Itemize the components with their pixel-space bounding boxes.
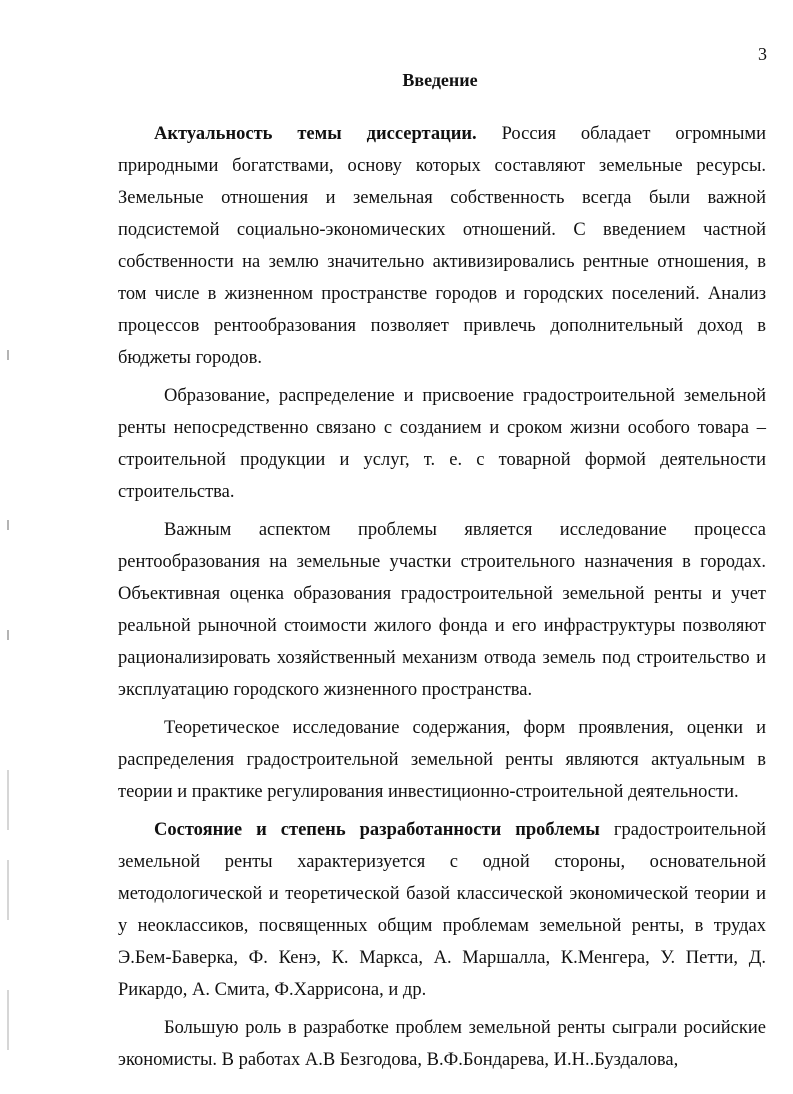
paragraph-lead: Состояние и степень разработанности проблемы xyxy=(154,820,600,840)
paragraph xyxy=(118,712,766,808)
paragraph xyxy=(118,380,766,508)
paragraph-lead: Актуальность темы диссертации. xyxy=(154,124,477,144)
page-title: Введение xyxy=(402,70,478,90)
scan-mark xyxy=(7,990,9,1050)
paragraph-text: Теоретическое исследование содержания, форм проявления, оценки и распределения градостроительной земельной ренты являются актуальным в теории и практике регулирования инвестиционно-строительной деятельности. xyxy=(118,718,766,802)
paragraph-text: градостроительной земельной ренты характеризуется с одной стороны, основательной методологической и теоретической базой классической экономической теории и у неоклассиков, посвященных общим проблемам земельной ренты, в трудах Э.Бем-Баверка, Ф. Кенэ, К. Маркса, А. Маршалла, К.Менгера, У. Петти, Д. Рикардо, А. Смита, Ф.Харрисона, и др. xyxy=(118,820,766,1000)
paragraph xyxy=(118,514,766,706)
scan-mark xyxy=(7,520,9,530)
scan-mark xyxy=(7,630,9,640)
scan-mark xyxy=(7,350,9,360)
scan-mark xyxy=(7,860,9,920)
paragraph-text: Важным аспектом проблемы является исследование процесса рентообразования на земельные участки строительного назначения в городах. Объективная оценка образования градостроительной земельной ренты и учет реальной рыночной стоимости жилого фонда и его инфраструктуры позволяют рационализировать хозяйственный механизм отвода земель под строительство и эксплуатацию городского жизненного пространства. xyxy=(118,520,766,700)
paragraph xyxy=(118,814,766,1006)
page-number: 3 xyxy=(758,44,767,64)
paragraph-text: Россия обладает огромными природными богатствами, основу которых составляют земельные ресурсы. Земельные отношения и земельная собственность всегда были важной подсистемой социально-экономических отношений. С введением частной собственности на землю значительно активизировались рентные отношения, в том числе в жизненном пространстве городов и городских поселений. Анализ процессов рентообразования позволяет привлечь дополнительный доход в бюджеты городов. xyxy=(118,124,766,368)
paragraph-text: Образование, распределение и присвоение градостроительной земельной ренты непосредственно связано с созданием и сроком жизни особого товара – строительной продукции и услуг, т. е. с товарной формой деятельности строительства. xyxy=(118,386,766,502)
paragraph xyxy=(118,1012,766,1076)
document-body xyxy=(118,118,766,1082)
paragraph xyxy=(118,118,766,374)
paragraph-text: Большую роль в разработке проблем земельной ренты сыграли росийские экономисты. В работах А.В Безгодова, В.Ф.Бондарева, И.Н..Буздалова, xyxy=(118,1018,766,1070)
scan-mark xyxy=(7,770,9,830)
